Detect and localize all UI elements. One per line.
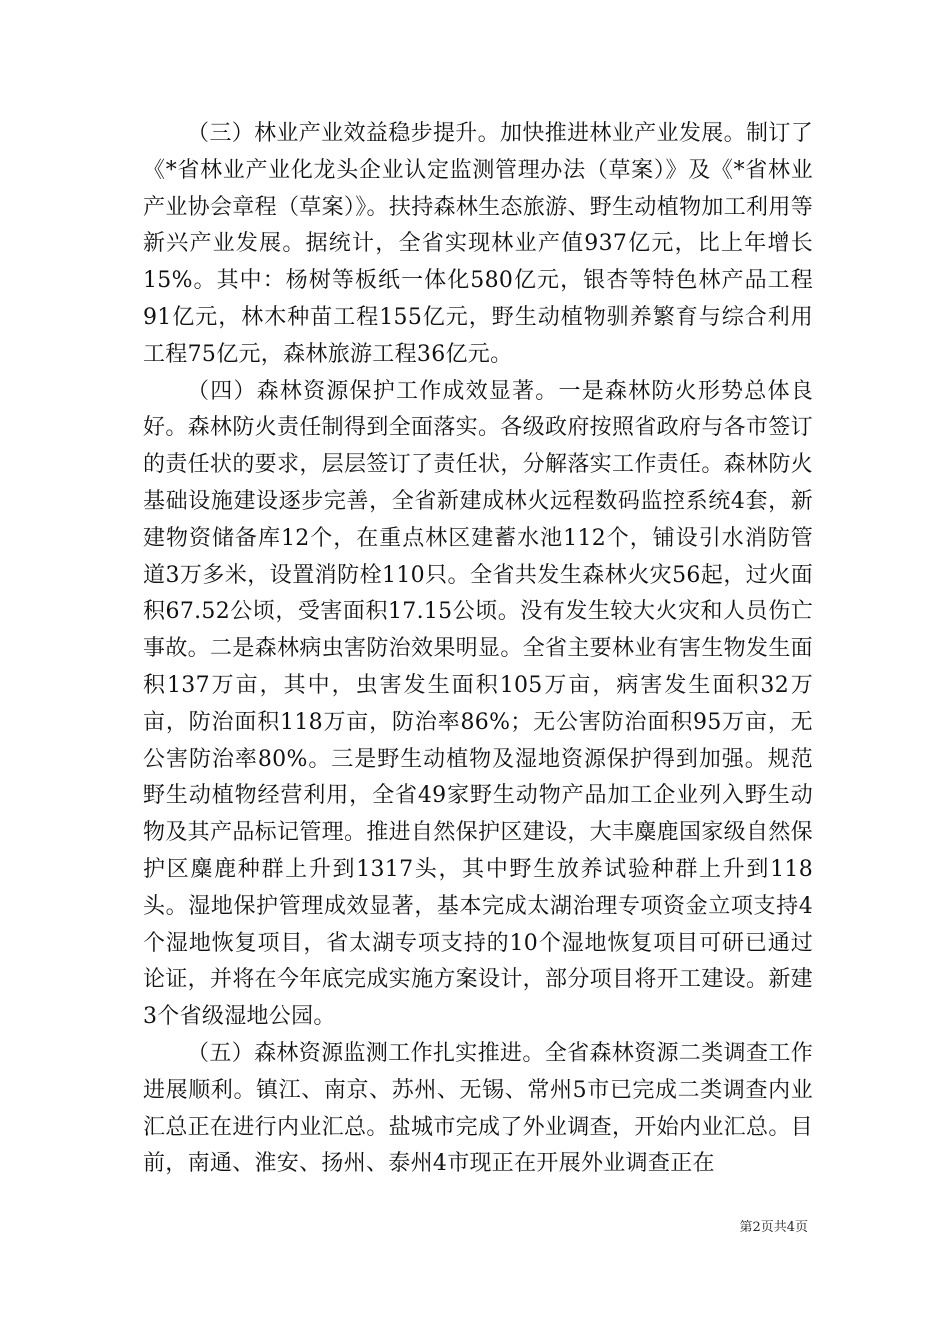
body-text [143,116,813,1183]
page-number: 第2页共4页 [739,1220,808,1235]
paragraph-forest-monitoring: （五）森林资源监测工作扎实推进。全省森林资源二类调查工作进展顺利。镇江、南京、苏州、无锡、常州5市已完成二类调查内业汇总正在进行内业汇总。盐城市完成了外业调查，开始内业汇总。目前，南通、淮安、扬州、泰州4市现正在开展外业调查正在 [143,1040,813,1177]
paragraph-forestry-industry: （三）林业产业效益稳步提升。加快推进林业产业发展。制订了《*省林业产业化龙头企业认定监测管理办法（草案）》及《*省林业产业协会章程（草案）》。扶持森林生态旅游、野生动植物加工利用等新兴产业发展。据统计，全省实现林业产值937亿元，比上年增长15%。其中：杨树等板纸一体化580亿元，银杏等特色林产品工程91亿元，林木种苗工程155亿元，野生动植物驯养繁育与综合利用工程75亿元，森林旅游工程36亿元。 [143,121,813,367]
paragraph-forest-protection: （四）森林资源保护工作成效显著。一是森林防火形势总体良好。森林防火责任制得到全面落实。各级政府按照省政府与各市签订的责任状的要求，层层签订了责任状，分解落实工作责任。森林防火基础设施建设逐步完善，全省新建成林火远程数码监控系统4套，新建物资储备库12个，在重点林区建蓄水池112个，铺设引水消防管道3万多米，设置消防栓110只。全省共发生森林火灾56起，过火面积67.52公顷，受害面积17.15公顷。没有发生较大火灾和人员伤亡事故。二是森林病虫害防治效果明显。全省主要林业有害生物发生面积137万亩，其中，虫害发生面积105万亩，病害发生面积32万亩，防治面积118万亩，防治率86%；无公害防治面积95万亩，无公害防治率80%。三是野生动植物及湿地资源保护得到加强。规范野生动植物经营利用，全省49家野生动物产品加工企业列入野生动物及其产品标记管理。推进自然保护区建设，大丰麋鹿国家级自然保护区麋鹿种群上升到1317头，其中野生放养试验种群上升到118头。湿地保护管理成效显著，基本完成太湖治理专项资金立项支持4个湿地恢复项目，省太湖专项支持的10个湿地恢复项目可研已通过论证，并将在今年底完成实施方案设计，部分项目将开工建设。新建3个省级湿地公园。 [143,378,813,1030]
